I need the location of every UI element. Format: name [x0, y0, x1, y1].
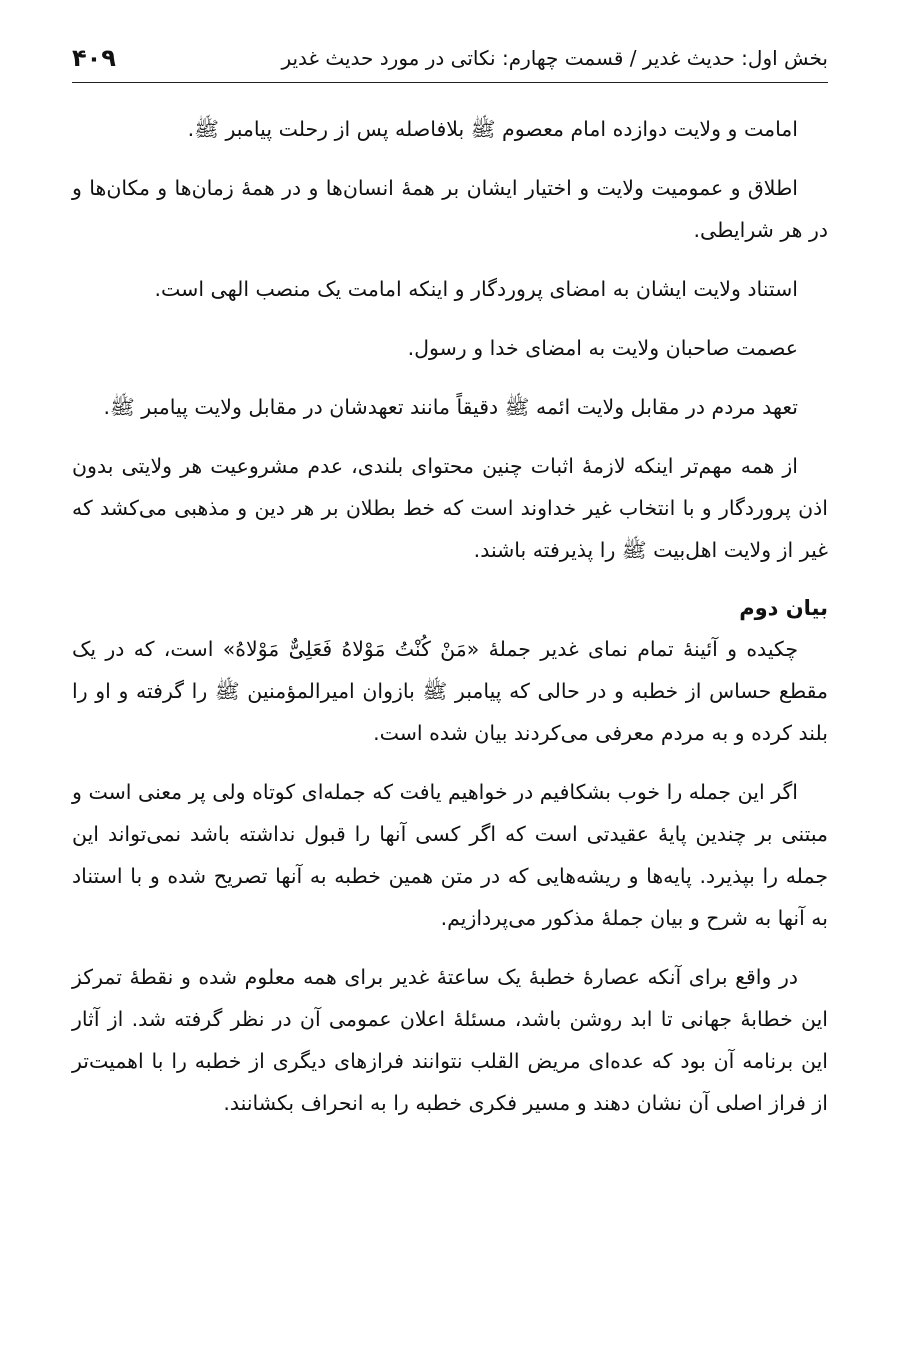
page-number: ۴۰۹ — [72, 44, 116, 72]
section-heading: بیان دوم — [739, 596, 828, 620]
paragraph: اگر این جمله را خوب بشکافیم در خواهیم یافت که جمله‌ای کوتاه ولی پر معنی است و مبتنی بر چندین پایهٔ عقیدتی است که اگر کسی آنها را قبول نداشته باشد نمی‌تواند این جمله را بپذیرد. پایه‌ها و ریشه‌هایی که در متن همین خطبه به آنها تصریح شده و با استناد به آنها به شرح و بیان جملهٔ مذکور می‌پردازیم. — [72, 780, 828, 930]
paragraph: اطلاق و عمومیت ولایت و اختیار ایشان بر همهٔ انسان‌ها و در همهٔ زمان‌ها و مکان‌ها و در هر شرایطی. — [72, 176, 828, 242]
running-title: بخش اول: حدیث غدیر / قسمت چهارم: نکاتی در مورد حدیث غدیر — [281, 46, 828, 70]
page-body — [72, 108, 828, 1141]
paragraph: از همه مهم‌تر اینکه لازمهٔ اثبات چنین محتوای بلندی، عدم مشروعیت هر ولایتی بدون اذن پروردگار و با انتخاب غیر خداوند است که خط بطلان بر هر دین و مذهبی می‌کشد که غیر از ولایت اهل‌بیت ﷺ را پذیرفته باشند. — [72, 454, 828, 562]
paragraph: چکیده و آئینهٔ تمام نمای غدیر جملهٔ «مَنْ کُنْتُ مَوْلاهُ فَعَلِیٌّ مَوْلاهُ» است، که در یک مقطع حساس از خطبه و در حالی که پیامبر ﷺ بازوان امیرالمؤمنین ﷺ را گرفته و او را بلند کرده و به مردم معرفی می‌کردند بیان شده است. — [72, 637, 828, 745]
paragraph: امامت و ولایت دوازده امام معصوم ﷺ بلافاصله پس از رحلت پیامبر ﷺ. — [187, 117, 798, 141]
paragraph: در واقع برای آنکه عصارهٔ خطبهٔ یک ساعتهٔ غدیر برای همه معلوم شده و نقطهٔ تمرکز این خطابهٔ جهانی تا ابد روشن باشد، مسئلهٔ اعلان عمومی آن در نظر گرفته شد. از آثار این برنامه آن بود که عده‌ای مریض القلب نتوانند فرازهای دیگری از خطبه را با اهمیت‌تر از فراز اصلی آن نشان دهند و مسیر فکری خطبه را به انحراف بکشانند. — [72, 965, 828, 1115]
page-header — [72, 34, 828, 83]
paragraph: عصمت صاحبان ولایت به امضای خدا و رسول. — [407, 336, 798, 360]
paragraph: استناد ولایت ایشان به امضای پروردگار و اینکه امامت یک منصب الهی است. — [154, 277, 798, 301]
paragraph: تعهد مردم در مقابل ولایت ائمه ﷺ دقیقاً مانند تعهدشان در مقابل ولایت پیامبر ﷺ. — [103, 395, 798, 419]
